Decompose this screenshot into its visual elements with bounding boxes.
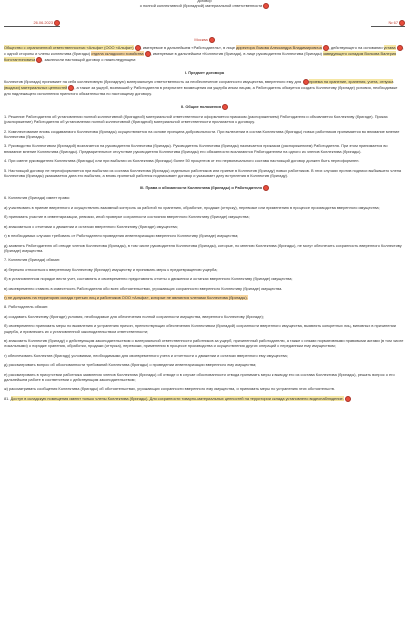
clause-paragraph: 8. Работодатель обязан: bbox=[4, 304, 49, 310]
clause-item: а) бережно относиться к вверенному Коллективу (бригаде) имуществу и принимать меры к предотвращению ущерба; bbox=[4, 266, 218, 272]
clause-item-highlighted: г) не допускать на территорию склада третьих лиц и работников ООО «Альфа», которые не являются членами Коллектива (бригады). bbox=[4, 294, 248, 300]
clause-item: д) заявлять Работодателю об отводе членов Коллектива (бригады), в том числе руководителя Коллектива (бригады), которые, по мнению Коллектива (бригады), не могут обеспечить сохранность вверенного Коллективу (бригаде) имущества. bbox=[4, 242, 402, 253]
section-title: II. Общие положения bbox=[4, 104, 405, 110]
annotation-pin-icon[interactable] bbox=[209, 37, 215, 43]
subject-paragraph: Коллектив (бригада) принимает на себя коллективную (бригадную) материальную ответственность за необеспечение сохранности имущества, вверенного ему для приема на хранение, хранения, учета, отпуска (выдачи) материальных ценностей , а также за ущерб, возникший у Работодателя в результате возмещения им ущерба иным лицам, а Работодатель обязуется создать Коллективу (бригаде) условия, необходимые для надлежащего исполнения принятого обязательства по настоящему договору. bbox=[4, 79, 398, 97]
clause-item: б) своевременно принимать меры по выявлению и устранению причин, препятствующих обеспечению Коллективом (бригадой) сохранности вверенного имущества, выявлять конкретных лиц, виновных в причинении ущерба, и привлекать их к установленной законодательством ответственности; bbox=[4, 323, 396, 334]
annotation-pin-icon[interactable] bbox=[263, 185, 269, 191]
subtitle-text: о полной коллективной (бригадной) материальной ответственности bbox=[139, 3, 263, 8]
warehouse-dept: отдела складского хозяйства bbox=[91, 51, 144, 56]
clause-item: а) участвовать в приеме вверенного и осуществлять взаимный контроль за работой по хранению, обработке, продаже (отпуску), перевозке или применению в процессе производства вверенного имущества; bbox=[4, 204, 380, 210]
city-line bbox=[4, 37, 405, 45]
charter-ref: устава bbox=[383, 45, 396, 50]
section-title: III. Права и обязанности Коллектива (бригады) и Работодателя bbox=[4, 185, 405, 191]
clause-item: б) принимать участие в инвентаризации, ревизии, иной проверке сохранности состояния вверенного Коллективу (бригаде) имущества; bbox=[4, 214, 250, 220]
annotation-pin-icon[interactable] bbox=[399, 20, 405, 26]
clause-item: в) своевременно ставить в известность Работодателя обо всех обстоятельствах, угрожающих сохранности вверенного Коллективу (бригаде) имущества. bbox=[4, 285, 283, 291]
clause-item: в) знакомиться с отчетами о движении и остатках вверенного Коллективу (бригаде) имущества; bbox=[4, 223, 178, 229]
annotation-pin-icon[interactable] bbox=[345, 396, 351, 402]
clause-item: г) обеспечивать Коллектив (бригаду) условиями, необходимыми для своевременного учета и отчетности о движении и остатках вверенного ему имущества; bbox=[4, 352, 288, 358]
clause-item: г) в необходимых случаях требовать от Работодателя проведения инвентаризации вверенного Коллективу (бригаде) имущества; bbox=[4, 233, 239, 239]
clause-item: б) в установленном порядке вести учет, составлять и своевременно представлять отчеты о движении и остатках вверенного Коллективу (бригаде) имущества; bbox=[4, 276, 293, 282]
company-name: Общество с ограниченной ответственностью «Альфа» (ООО «Альфа») bbox=[4, 45, 134, 50]
manager-name: заведующего складом Волкова Валерия Константиновича bbox=[4, 51, 397, 62]
date-number-row bbox=[4, 17, 405, 27]
clause-paragraph: 5. Настоящий договор не переоформляется при выбытии из состава Коллектива (бригады) отдельных работников или приеме в Коллектив (бригаду) новых работников. В этих случаях против подписи выбывшего члена Коллектива (бригады) указывается дата его выбытия, а вновь принятый работник подписывает договор и указывает дату вступления в Коллектив (бригаду). bbox=[4, 167, 402, 179]
clause-paragraph: 3. Руководство Коллективом (бригадой) возлагается на руководителя Коллектива (бригады). Руководитель Коллектива (бригады) назначается приказом (распоряжением) Работодателя. При этом принимается во внимание мнение Коллектива (бригады). Предварительное отсутствие руководителя Коллектива (бригады) его обязанности возлагаются Работодателем на одного из членов Коллектива (бригады). bbox=[4, 143, 388, 154]
annotation-pin-icon[interactable] bbox=[222, 104, 228, 110]
clause-item: е) рассматривать в присутствии работника заявления членов Коллектива (бригады) об отводе и в случае обоснованности отвода принимать меры к выводу его из состава Коллектива (бригады), решать вопрос о его дальнейшем работе в соответствии с действующим законодательством; bbox=[4, 371, 395, 382]
city-value: Москва bbox=[194, 37, 208, 42]
section-title: I. Предмет договора bbox=[184, 70, 225, 75]
clause-item: ж) рассматривать сообщения Коллектива (бригады) об обстоятельствах, угрожающих сохранности вверенного ему имущества, и принимать меры по устранению этих обстоятельств. bbox=[4, 386, 336, 392]
annotation-pin-icon[interactable] bbox=[54, 20, 60, 26]
document-header-top: договор bbox=[197, 0, 212, 3]
document-subtitle bbox=[4, 3, 405, 9]
clause-item: в) знакомить Коллектив (бригаду) с действующим законодательством о материальной ответственности работников за ущерб, причиненный работодателю, а также с иными нормативными правовыми актами (в том числе локальными) о порядке хранения, обработки, продажи (отпуска), перевозки, применения в процессе производства и осуществления других операций с переданным ему имуществом; bbox=[4, 337, 404, 349]
clause-paragraph: 4. При смене руководителя Коллектива (бригады) или при выбытии из Коллектива (бригады) более 50 процентов от его первоначального состава настоящий договор должен быть переоформлен. bbox=[4, 158, 360, 164]
clause-paragraph-highlighted: 81. Доступ в складскую помещения имеют только члены Коллектива (бригады). Для сохранности товарно-материальных ценностей на территории склада установлено видеонаблюдение. bbox=[4, 396, 405, 402]
clause-item: а) создавать Коллективу (бригаде) условия, необходимые для обеспечения полной сохранности имущества, вверенного Коллективу (бригаде); bbox=[4, 313, 264, 319]
date-field bbox=[4, 20, 60, 27]
number-value: № 67 bbox=[388, 20, 398, 25]
annotation-pin-icon[interactable] bbox=[263, 3, 269, 9]
date-value: 26.06.2023 bbox=[33, 20, 53, 25]
subject-highlight: приема на хранение, хранения, учета, отпуска (выдачи) материальных ценностей bbox=[4, 79, 394, 91]
number-field bbox=[371, 20, 405, 27]
intro-paragraph: Общество с ограниченной ответственностью «Альфа» (ООО «Альфа») , именуемое в дальнейшем «Работодатель», в лице директора Львова Александра Владимировича , действующего на основании устава , с одной стороны и члены коллектива (бригады) отдела складского хозяйства , именуемые в дальнейшем «Коллектив (бригада), в лице руководителя Коллектива (бригады) заведующего складом Волкова Валерия Константиновича , заключили настоящий договор о нижеследующем: bbox=[4, 45, 404, 62]
clause-paragraph: 2. Комплектование вновь создаваемого Коллектива (бригады) осуществляется на основе принципа добровольности. При включении в состав Коллектива (бригады) новых работников принимается во внимание мнение Коллектива (бригады). bbox=[4, 128, 400, 140]
clause-paragraph: 7. Коллектив (бригада) обязан: bbox=[4, 257, 60, 263]
clause-paragraph: 6. Коллектив (бригада) имеет право: bbox=[4, 195, 71, 201]
director-name: директора Львова Александра Владимировича bbox=[236, 45, 322, 50]
clause-item: д) рассматривать вопрос об обоснованности требований Коллектива (бригады) о проведении инвентаризации вверенного ему имущества; bbox=[4, 362, 257, 368]
clause-paragraph: 1. Решение Работодателя об установлении полной коллективной (бригадной) материальной ответственности оформляется приказом (распоряжением) Работодателя и объявляется Коллективу (бригаде). Приказ (распоряжение) Работодателя об установлении полной коллективной (бригадной) материальной ответственности прилагается к договору. bbox=[4, 113, 388, 125]
